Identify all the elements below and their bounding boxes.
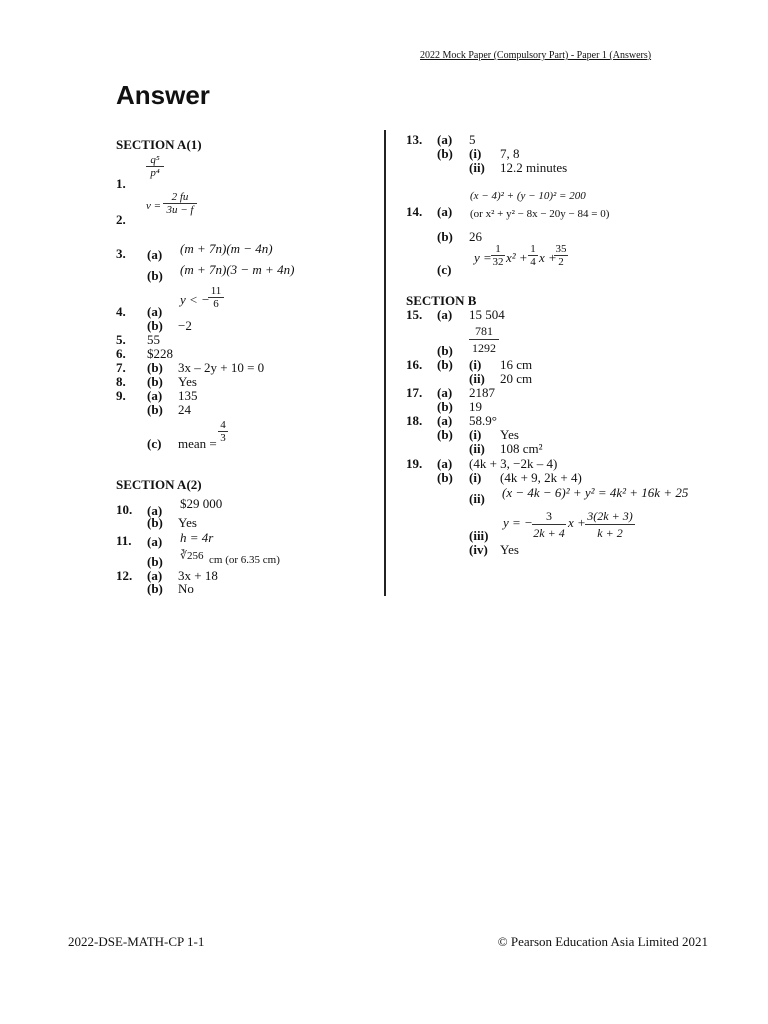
q15b-denominator: 1292	[469, 339, 499, 356]
q14c-frac2-num: 1	[530, 243, 536, 255]
q12a-answer: 3x + 18	[178, 568, 218, 583]
q13bi-answer: 7, 8	[500, 146, 520, 161]
q9c-denominator: 3	[218, 431, 228, 444]
page-title: Answer	[116, 80, 210, 110]
q3a-answer: (m + 7n)(m − 4n)	[180, 241, 273, 256]
q17a-label: (a)	[437, 385, 453, 400]
q19biii-fraction-1	[532, 508, 566, 541]
q4a-fraction	[208, 285, 224, 310]
q10b-label: (b)	[147, 515, 163, 530]
q4a-denominator: 6	[208, 297, 224, 310]
q14c-fraction-3	[554, 243, 568, 268]
q19bii-answer: (x − 4k − 6)² + y² = 4k² + 16k + 25	[502, 485, 689, 500]
q19biv-answer: Yes	[500, 542, 519, 557]
q15a-label: (a)	[437, 307, 453, 322]
q2-fraction	[163, 191, 197, 216]
q14c-middle-1: x² +	[506, 250, 528, 265]
q14c-frac2-den: 4	[528, 255, 538, 268]
q1-denominator: p⁴	[146, 166, 164, 179]
q2-denominator: 3u − f	[163, 203, 197, 216]
q16bii-answer: 20 cm	[500, 371, 533, 386]
q18bi-label: (i)	[469, 427, 482, 442]
q15b-numerator: 781	[475, 324, 493, 338]
q19biii-frac2-den: k + 2	[585, 524, 635, 541]
q14-label: 14.	[406, 204, 423, 219]
q14a-label: (a)	[437, 204, 453, 219]
q19-label: 19.	[406, 456, 423, 471]
q14c-frac1-num: 1	[495, 243, 501, 255]
q19biii-label: (iii)	[469, 528, 489, 543]
paper-reference: 2022 Mock Paper (Compulsory Part) - Paper 1 (Answers)	[420, 50, 652, 61]
q7b-label: (b)	[147, 360, 163, 375]
q19biii-frac1-num: 3	[546, 509, 552, 523]
q3a-label: (a)	[147, 247, 163, 262]
q19bii-label: (ii)	[469, 491, 485, 506]
q16-label: 16.	[406, 357, 423, 372]
q2-label: 2.	[116, 212, 126, 227]
q3-label: 3.	[116, 246, 126, 261]
q18bii-answer: 108 cm²	[500, 441, 543, 456]
q15b-label: (b)	[437, 343, 453, 358]
q11a-answer: h = 4r	[180, 530, 214, 545]
q15-label: 15.	[406, 307, 423, 322]
q13bii-label: (ii)	[469, 160, 485, 175]
q11-label: 11.	[116, 533, 132, 548]
q10a-label: (a)	[147, 503, 163, 518]
q9b-answer: 24	[178, 402, 191, 417]
q2-numerator: 2 fu	[171, 191, 189, 203]
section-a2-heading: SECTION A(2)	[116, 477, 202, 492]
q14a-answer-line1: (x − 4)² + (y − 10)² = 200	[470, 190, 586, 202]
q9a-label: (a)	[147, 388, 163, 403]
q14c-frac3-num: 35	[555, 243, 567, 255]
q11b-root: ∛256	[180, 550, 204, 562]
section-b-heading: SECTION B	[406, 293, 477, 308]
q14c-label: (c)	[437, 262, 452, 277]
q18bii-label: (ii)	[469, 441, 485, 456]
q9c-numerator: 4	[220, 419, 226, 431]
q8b-label: (b)	[147, 374, 163, 389]
q10-label: 10.	[116, 502, 133, 517]
q12-label: 12.	[116, 568, 133, 583]
q14b-label: (b)	[437, 229, 453, 244]
q16bii-label: (ii)	[469, 371, 485, 386]
q16b-label: (b)	[437, 357, 453, 372]
q13b-label: (b)	[437, 146, 453, 161]
q11b-label: (b)	[147, 554, 163, 569]
footer-copyright: © Pearson Education Asia Limited 2021	[497, 934, 708, 949]
q19biv-label: (iv)	[469, 542, 488, 557]
q14c-fraction-1	[491, 243, 505, 268]
q14b-answer: 26	[469, 229, 482, 244]
q19biii-fraction-2	[585, 508, 635, 541]
q4-label: 4.	[116, 304, 126, 319]
q9-label: 9.	[116, 388, 126, 403]
q9a-answer: 135	[178, 388, 198, 403]
q6-answer: $228	[147, 346, 173, 361]
q19b-label: (b)	[437, 470, 453, 485]
q14a-answer-line2: (or x² + y² − 8x − 20y − 84 = 0)	[470, 208, 610, 220]
q17b-answer: 19	[469, 399, 482, 414]
q18bi-answer: Yes	[500, 427, 519, 442]
q14c-frac1-den: 32	[492, 256, 504, 268]
q14c-lhs: y =	[474, 250, 492, 265]
q14c-fraction-2	[528, 243, 538, 268]
q13bii-answer: 12.2 minutes	[500, 160, 568, 175]
q14c-frac3-den: 2	[554, 255, 568, 268]
q13a-answer: 5	[469, 132, 476, 147]
q7b-answer: 3x – 2y + 10 = 0	[178, 360, 265, 375]
q1-numerator: q⁵	[150, 154, 160, 166]
q8-label: 8.	[116, 374, 126, 389]
q19biii-middle: x +	[568, 515, 586, 530]
q14c-middle-2: x +	[539, 250, 557, 265]
q11b-answer: cm (or 6.35 cm)	[209, 554, 280, 566]
q18a-answer: 58.9°	[469, 413, 497, 428]
q13a-label: (a)	[437, 132, 453, 147]
q8b-answer: Yes	[178, 374, 197, 389]
q1-label: 1.	[116, 176, 126, 191]
q5-label: 5.	[116, 332, 126, 347]
q4b-answer: −2	[178, 318, 192, 333]
q12b-label: (b)	[147, 581, 163, 596]
q19biii-frac2-num: 3(2k + 3)	[587, 509, 633, 523]
q19bi-answer: (4k + 9, 2k + 4)	[500, 470, 582, 485]
q7-label: 7.	[116, 360, 126, 375]
q11a-label: (a)	[147, 534, 163, 549]
q12a-label: (a)	[147, 568, 163, 583]
q10b-answer: Yes	[178, 515, 197, 530]
q18b-label: (b)	[437, 427, 453, 442]
q19biii-frac1-den: 2k + 4	[533, 526, 565, 540]
q17b-label: (b)	[437, 399, 453, 414]
q5-answer: 55	[147, 332, 160, 347]
q13-label: 13.	[406, 132, 423, 147]
q12b-answer: No	[178, 581, 194, 596]
q2-lhs: v =	[146, 200, 162, 212]
q19bi-label: (i)	[469, 470, 482, 485]
q10a-answer: $29 000	[180, 496, 223, 511]
q18a-label: (a)	[437, 413, 453, 428]
q9c-lhs: mean =	[178, 436, 217, 451]
q3b-answer: (m + 7n)(3 − m + 4n)	[180, 262, 295, 277]
q17-label: 17.	[406, 385, 423, 400]
q4a-lhs: y < −	[180, 292, 210, 307]
q15a-answer: 15 504	[469, 307, 505, 322]
q1-fraction	[146, 154, 164, 179]
q9c-label: (c)	[147, 436, 162, 451]
q16bi-label: (i)	[469, 357, 482, 372]
q15b-fraction	[469, 323, 499, 356]
q18-label: 18.	[406, 413, 423, 428]
q16bi-answer: 16 cm	[500, 357, 533, 372]
q3b-label: (b)	[147, 268, 163, 283]
q9b-label: (b)	[147, 402, 163, 417]
q4a-numerator: 11	[210, 285, 222, 297]
q19biii-lhs: y = −	[503, 515, 533, 530]
q4b-label: (b)	[147, 318, 163, 333]
q6-label: 6.	[116, 346, 126, 361]
q13bi-label: (i)	[469, 146, 482, 161]
q4a-label: (a)	[147, 304, 163, 319]
q19a-label: (a)	[437, 456, 453, 471]
section-a1-heading: SECTION A(1)	[116, 137, 202, 152]
q17a-answer: 2187	[469, 385, 495, 400]
column-divider	[384, 130, 386, 596]
q9c-fraction	[218, 419, 228, 444]
footer-paper-code: 2022-DSE-MATH-CP 1-1	[68, 934, 205, 949]
q19a-answer: (4k + 3, −2k – 4)	[469, 456, 558, 471]
